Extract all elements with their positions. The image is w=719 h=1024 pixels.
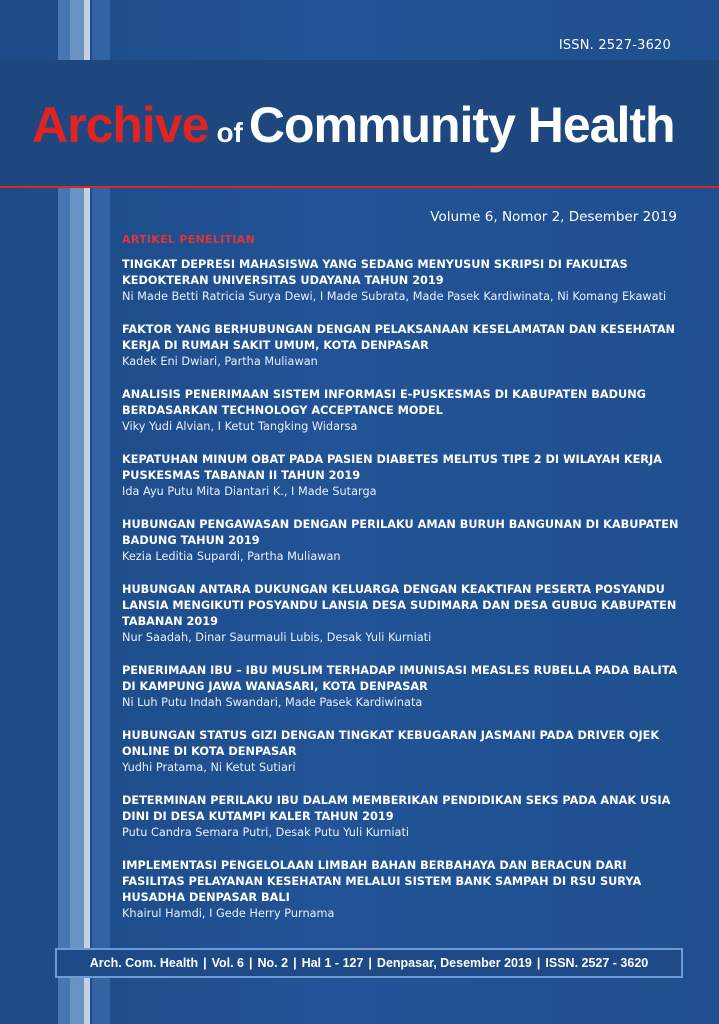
footer-bar	[55, 948, 683, 978]
article-authors: Viky Yudi Alvian, I Ketut Tangking Widarsa	[122, 420, 358, 433]
article-title: PENERIMAAN IBU – IBU MUSLIM TERHADAP IMUNISASI MEASLES RUBELLA PADA BALITA DI KAMPUNG JAWA WANASARI, KOTA DENPASAR	[122, 664, 678, 693]
article-title: ANALISIS PENERIMAAN SISTEM INFORMASI E-PUSKESMAS DI KABUPATEN BADUNG BERDASARKAN TECHNOLOGY ACCEPTANCE MODEL	[122, 388, 646, 417]
article-title: HUBUNGAN STATUS GIZI DENGAN TINGKAT KEBUGARAN JASMANI PADA DRIVER OJEK ONLINE DI KOTA DENPASAR	[122, 729, 660, 758]
footer-number: No. 2	[257, 956, 289, 970]
footer-separator: |	[249, 956, 253, 970]
volume-line: Volume 6, Nomor 2, Desember 2019	[430, 209, 677, 225]
article-title: TINGKAT DEPRESI MAHASISWA YANG SEDANG MENYUSUN SKRIPSI DI FAKULTAS KEDOKTERAN UNIVERSITAS UDAYANA TAHUN 2019	[122, 258, 628, 287]
article-authors: Ida Ayu Putu Mita Diantari K., I Made Sutarga	[122, 485, 377, 498]
footer-separator: |	[368, 956, 372, 970]
article-title: KEPATUHAN MINUM OBAT PADA PASIEN DIABETES MELITUS TIPE 2 DI WILAYAH KERJA PUSKESMAS TABANAN II TAHUN 2019	[122, 453, 662, 482]
article-authors: Ni Made Betti Ratricia Surya Dewi, I Made Subrata, Made Pasek Kardiwinata, Ni Komang Ekawati	[122, 290, 667, 303]
article-authors: Ni Luh Putu Indah Swandari, Made Pasek Kardiwinata	[122, 696, 423, 709]
article-title: DETERMINAN PERILAKU IBU DALAM MEMBERIKAN PENDIDIKAN SEKS PADA ANAK USIA DINI DI DESA KUTAMPI KALER TAHUN 2019	[122, 794, 671, 823]
issn-top: ISSN. 2527-3620	[558, 38, 671, 53]
article-list	[122, 257, 682, 922]
article-entry	[122, 322, 682, 370]
article-title: IMPLEMENTASI PENGELOLAAN LIMBAH BAHAN BERBAHAYA DAN BERACUN DARI FASILITAS PELAYANAN KESEHATAN MELALUI SISTEM BANK SAMPAH DI RSU SURYA HUSADHA DENPASAR BALI	[122, 859, 642, 904]
footer-separator: |	[536, 956, 541, 970]
section-label: ARTIKEL PENELITIAN	[122, 233, 256, 246]
article-entry	[122, 387, 682, 435]
title-archive: Archive	[32, 97, 209, 153]
article-authors: Kadek Eni Dwiari, Partha Muliawan	[122, 355, 318, 368]
article-authors: Kezia Leditia Supardi, Partha Muliawan	[122, 550, 341, 563]
article-entry	[122, 257, 682, 305]
article-authors: Nur Saadah, Dinar Saurmauli Lubis, Desak Yuli Kurniati	[122, 631, 432, 644]
article-authors: Putu Candra Semara Putri, Desak Putu Yuli Kurniati	[122, 826, 410, 839]
article-authors: Khairul Hamdi, I Gede Herry Purnama	[122, 907, 335, 920]
title-community-health: Community Health	[248, 97, 675, 153]
footer-volume: Vol. 6	[211, 956, 245, 970]
article-entry	[122, 582, 682, 646]
footer-issn: ISSN. 2527 - 3620	[545, 956, 649, 970]
header-divider	[0, 186, 719, 188]
article-title: FAKTOR YANG BERHUBUNGAN DENGAN PELAKSANAAN KESELAMATAN DAN KESEHATAN KERJA DI RUMAH SAKIT UMUM, KOTA DENPASAR	[122, 323, 676, 352]
article-entry	[122, 663, 682, 711]
footer-place-date: Denpasar, Desember 2019	[376, 956, 532, 970]
article-title: HUBUNGAN PENGAWASAN DENGAN PERILAKU AMAN BURUH BANGUNAN DI KABUPATEN BADUNG TAHUN 2019	[122, 518, 679, 547]
article-title: HUBUNGAN ANTARA DUKUNGAN KELUARGA DENGAN KEAKTIFAN PESERTA POSYANDU LANSIA MENGIKUTI POSYANDU LANSIA DESA SUDIMARA DAN DESA GUBUG KABUPATEN TABANAN 2019	[122, 583, 677, 628]
article-entry	[122, 858, 682, 922]
footer-separator: |	[203, 956, 207, 970]
article-authors: Yudhi Pratama, Ni Ketut Sutiari	[122, 761, 296, 774]
article-entry	[122, 517, 682, 565]
title-of: of	[216, 117, 243, 148]
journal-title	[32, 97, 675, 153]
article-entry	[122, 728, 682, 776]
article-entry	[122, 452, 682, 500]
footer-journal-abbrev: Arch. Com. Health	[89, 956, 199, 970]
footer-pages: Hal 1 - 127	[301, 956, 364, 970]
article-entry	[122, 793, 682, 841]
footer-separator: |	[293, 956, 297, 970]
